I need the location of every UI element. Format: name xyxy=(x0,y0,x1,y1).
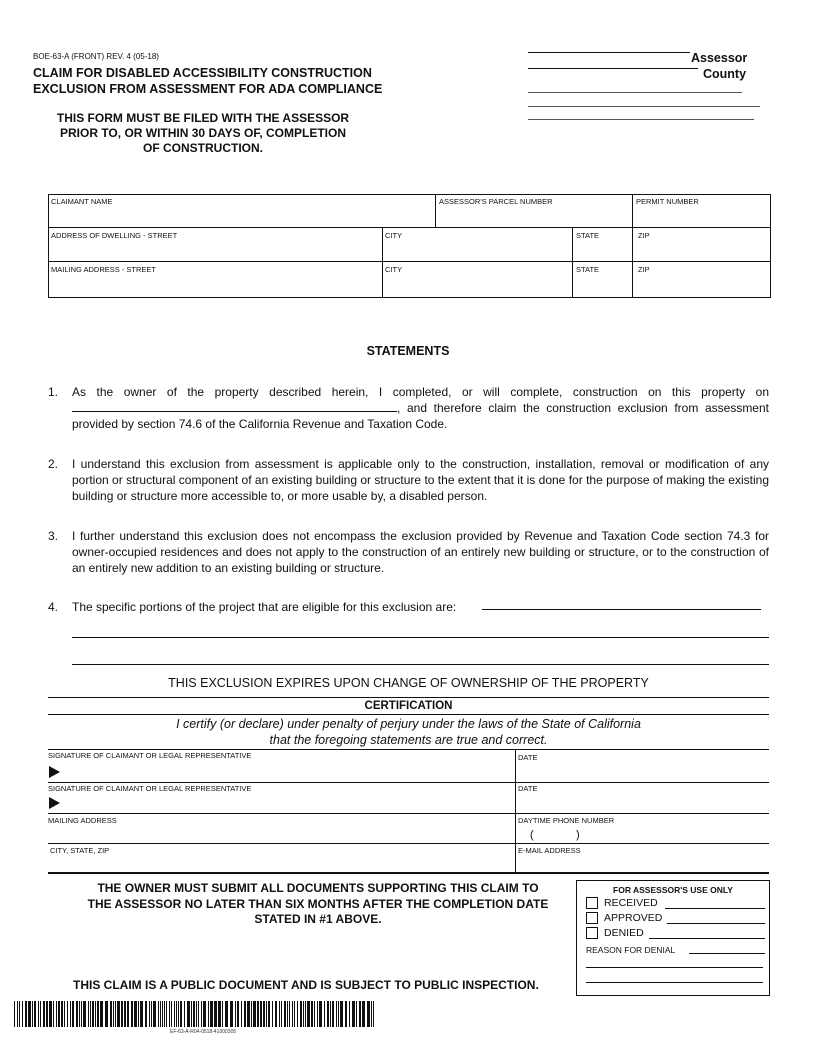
received-line[interactable] xyxy=(665,908,765,909)
approved-label: APPROVED xyxy=(604,912,663,924)
approved-line[interactable] xyxy=(667,923,765,924)
certification-statement xyxy=(48,717,769,748)
assessor-use-title: FOR ASSESSOR'S USE ONLY xyxy=(613,885,733,895)
county-label: County xyxy=(703,67,747,81)
signature-2-field[interactable] xyxy=(66,794,506,812)
statement-1-number: 1. xyxy=(48,385,59,399)
denied-label: DENIED xyxy=(604,927,644,939)
assessor-address-line-2[interactable] xyxy=(528,106,760,107)
approved-checkbox[interactable] xyxy=(586,912,598,924)
assessor-address-line-1[interactable] xyxy=(528,92,742,93)
statement-4-number: 4. xyxy=(48,600,59,614)
signature-1-field[interactable] xyxy=(66,763,506,781)
statement-3-number: 3. xyxy=(48,529,59,543)
approved-row xyxy=(586,912,662,924)
parcel-number-field[interactable]: ASSESSOR'S PARCEL NUMBER xyxy=(439,197,553,206)
received-label: RECEIVED xyxy=(604,897,658,909)
permit-number-field[interactable]: PERMIT NUMBER xyxy=(636,197,699,206)
barcode xyxy=(14,1001,376,1027)
denied-line[interactable] xyxy=(649,938,765,939)
form-title xyxy=(33,65,382,97)
sign-here-arrow-icon-2 xyxy=(49,797,60,809)
statement-4-text: The specific portions of the project that are eligible for this exclusion are: xyxy=(72,600,457,614)
certification-heading: CERTIFICATION xyxy=(364,700,453,712)
statement-3-text: I further understand this exclusion does not encompass the exclusion provided by Revenue and Taxation Code section 74.3 for owner-occupied residences and does not apply to the construction of an entirely new building or structure, or to the construction of an entirely new addition to an existing building or structure. xyxy=(72,529,769,575)
mailing-zip-field[interactable]: ZIP xyxy=(638,265,650,274)
mailing-state-field[interactable]: STATE xyxy=(576,265,600,274)
submit-line3: STATED IN #1 ABOVE. xyxy=(254,912,382,926)
received-checkbox[interactable] xyxy=(586,897,598,909)
certification-line1: I certify (or declare) under penalty of perjury under the laws of the State of California xyxy=(176,717,641,731)
claimant-table xyxy=(48,194,771,298)
reason-line-1[interactable] xyxy=(689,953,765,954)
submit-notice xyxy=(48,881,588,928)
reason-line-3[interactable] xyxy=(586,982,763,983)
statements-heading: STATEMENTS xyxy=(366,344,450,358)
eligible-portions-line-2[interactable] xyxy=(72,637,769,638)
eligible-portions-line-3[interactable] xyxy=(72,664,769,665)
submit-line2: THE ASSESSOR NO LATER THAN SIX MONTHS AFTER THE COMPLETION DATE xyxy=(87,896,549,911)
reason-line-2[interactable] xyxy=(586,967,763,968)
phone-number-field[interactable]: DAYTIME PHONE NUMBER xyxy=(518,816,615,825)
date-2-field[interactable]: DATE xyxy=(518,784,538,793)
phone-area-open: ( xyxy=(530,829,534,841)
statement-1-text-a: As the owner of the property described herein, I completed, or will complete, construction on this property on xyxy=(72,385,769,399)
mailing-address-field[interactable]: MAILING ADDRESS - STREET xyxy=(51,265,157,274)
email-address-field[interactable]: E-MAIL ADDRESS xyxy=(518,846,581,855)
assessor-label: Assessor xyxy=(691,51,748,65)
dwelling-address-field[interactable]: ADDRESS OF DWELLING - STREET xyxy=(51,231,178,240)
filing-notice xyxy=(33,111,373,156)
county-name-line[interactable] xyxy=(528,68,698,69)
statement-3 xyxy=(48,528,769,576)
certification-line2: that the foregoing statements are true and correct. xyxy=(269,732,548,747)
barcode-text: EF-63-A-R04-0518-41000305 xyxy=(170,1029,237,1035)
form-id: BOE-63-A (FRONT) REV. 4 (05-18) xyxy=(33,52,159,61)
eligible-portions-line-1[interactable] xyxy=(482,609,761,610)
date-1-field[interactable]: DATE xyxy=(518,753,538,762)
received-row xyxy=(586,897,658,909)
statement-1 xyxy=(48,384,769,432)
submit-line1: THE OWNER MUST SUBMIT ALL DOCUMENTS SUPPORTING THIS CLAIM TO xyxy=(97,881,539,895)
filing-notice-line1: THIS FORM MUST BE FILED WITH THE ASSESSOR xyxy=(56,111,350,125)
phone-area-close: ) xyxy=(576,829,580,841)
statement-1-text-b: , and therefore claim the construction exclusion from assessment provided by section 74.6 of the California Revenue and Taxation Code. xyxy=(72,401,769,431)
expires-notice: THIS EXCLUSION EXPIRES UPON CHANGE OF OWNERSHIP OF THE PROPERTY xyxy=(168,676,649,690)
completion-date-field[interactable] xyxy=(72,400,397,412)
dwelling-zip-field[interactable]: ZIP xyxy=(638,231,650,240)
statement-2-number: 2. xyxy=(48,457,59,471)
form-title-line2: EXCLUSION FROM ASSESSMENT FOR ADA COMPLIANCE xyxy=(33,82,383,96)
mailing-city-field[interactable]: CITY xyxy=(385,265,403,274)
denied-row xyxy=(586,927,644,939)
form-title-line1: CLAIM FOR DISABLED ACCESSIBILITY CONSTRUCTION xyxy=(33,66,372,80)
assessor-name-line[interactable] xyxy=(528,52,690,53)
sign-here-arrow-icon xyxy=(49,766,60,778)
signature-1-label: SIGNATURE OF CLAIMANT OR LEGAL REPRESENTATIVE xyxy=(48,751,252,760)
statement-4 xyxy=(48,599,769,615)
assessor-use-box xyxy=(576,880,770,996)
filing-notice-line2: PRIOR TO, OR WITHIN 30 DAYS OF, COMPLETION xyxy=(59,126,347,140)
signature-2-label: SIGNATURE OF CLAIMANT OR LEGAL REPRESENTATIVE xyxy=(48,784,252,793)
claimant-name-field[interactable]: CLAIMANT NAME xyxy=(51,197,113,206)
assessor-address-line-3[interactable] xyxy=(528,119,754,120)
filing-notice-line3: OF CONSTRUCTION. xyxy=(143,141,263,155)
statement-2 xyxy=(48,456,769,504)
mailing-address-cert-field[interactable]: MAILING ADDRESS xyxy=(48,816,117,825)
dwelling-state-field[interactable]: STATE xyxy=(576,231,600,240)
public-document-notice: THIS CLAIM IS A PUBLIC DOCUMENT AND IS SUBJECT TO PUBLIC INSPECTION. xyxy=(73,978,539,992)
reason-label: REASON FOR DENIAL xyxy=(586,945,676,955)
denied-checkbox[interactable] xyxy=(586,927,598,939)
dwelling-city-field[interactable]: CITY xyxy=(385,231,403,240)
city-state-zip-field[interactable]: CITY, STATE, ZIP xyxy=(50,846,110,855)
statement-2-text: I understand this exclusion from assessment is applicable only to the construction, installation, removal or modification of any portion or structural component of an existing building or structure to the extent that it is done for the purpose of making the existing building or structure more accessible to, or more usable by, a disabled person. xyxy=(72,457,769,503)
